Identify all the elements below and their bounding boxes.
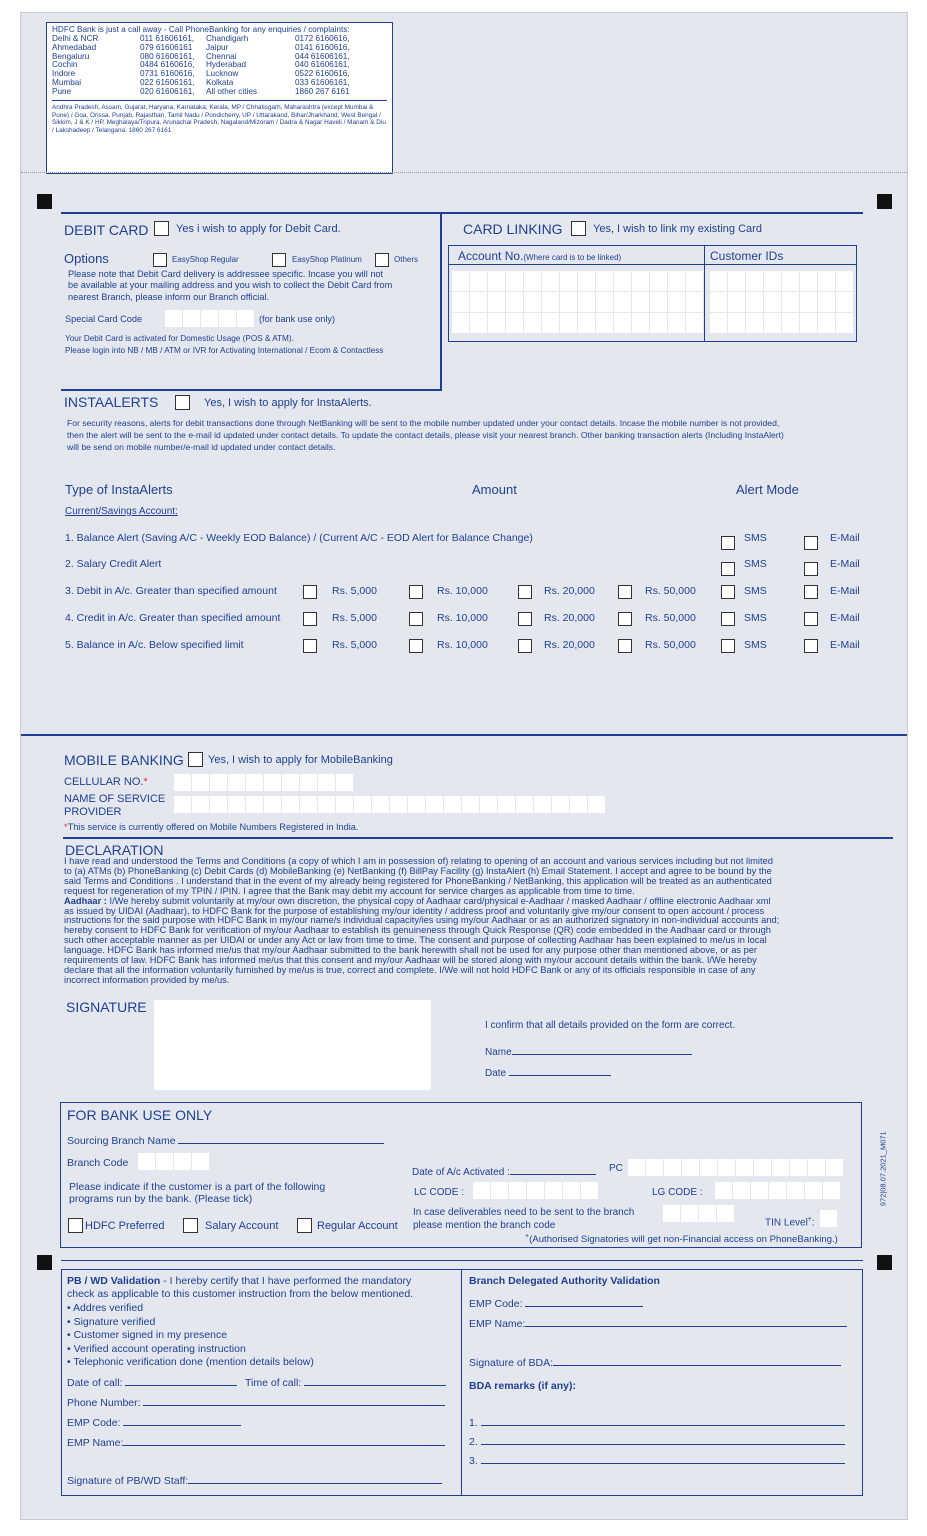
sms-label: SMS: [744, 558, 767, 570]
deliverables-text: please mention the branch code: [413, 1220, 556, 1231]
pbwd-intro: check as applicable to this customer instruction from the below mentioned.: [67, 1288, 414, 1300]
customer-id-cell[interactable]: [836, 292, 853, 312]
pc-label: PC: [609, 1163, 623, 1174]
account-no-cell[interactable]: [596, 292, 613, 312]
declaration-line: hereby consent to HDFC Bank for verification of my/our Aadhaar to establish its genuineness through Quick Response (QR) code embedded in the Aadhaar card or through: [64, 925, 771, 936]
account-no-cell[interactable]: [470, 271, 487, 291]
declaration-line: request for regeneration of my TPIN / IPIN. I agree that the Bank may debit my account for service charges as applicable from time to time.: [64, 885, 635, 896]
bda-remark-line: 3.: [469, 1453, 845, 1467]
email-label: E-Mail: [830, 639, 860, 651]
account-no-cell[interactable]: [506, 313, 523, 333]
account-no-cell[interactable]: [632, 292, 649, 312]
email-label: E-Mail: [830, 532, 860, 544]
regular-account-label: Regular Account: [317, 1220, 398, 1232]
customer-id-cell[interactable]: [800, 271, 817, 291]
customer-id-cell[interactable]: [818, 292, 835, 312]
account-no-cell[interactable]: [488, 292, 505, 312]
pbwd-signature-label: Signature of PB/WD Staff:: [67, 1473, 442, 1487]
amount-label: Rs. 5,000: [332, 585, 377, 597]
special-card-code-label: Special Card Code: [65, 314, 143, 324]
bda-emp-name-label: EMP Name:: [469, 1316, 847, 1330]
registration-mark: [37, 1255, 52, 1270]
sms-checkbox[interactable]: [721, 612, 735, 626]
card-linking-title: CARD LINKING: [463, 221, 563, 237]
instaalerts-para: will be send on mobile number/e-mail id updated under contact details.: [67, 442, 336, 452]
time-of-call-label: Time of call:: [245, 1375, 446, 1389]
customer-id-cell[interactable]: [710, 292, 727, 312]
declaration-line: such other acceptable manner as per UIDAI or under any Act or law from time to time. The consent and purpose of collecting Aadhaar has been explained to me/us in local: [64, 935, 767, 946]
pbwd-title: PB / WD Validation - I hereby certify that I have performed the mandatory: [67, 1275, 412, 1287]
sms-checkbox[interactable]: [721, 536, 735, 550]
declaration-line: I have read and understood the Terms and Conditions (a copy of which I am in possession of) relating to opening of an account and various services including but not limited: [64, 856, 773, 866]
customer-id-cell[interactable]: [818, 313, 835, 333]
application-form: [20, 12, 908, 1520]
helpline-states: Andhra Pradesh, Assam, Gujarat, Haryana, Karnataka, Kerala, MP / Chhatisgarh, Maharashtra (except Mumbai & Pune) / Goa, Orissa, Punjab, Rajasthan, Tamil Nadu / Pondicherry, UP / Uttarakand, Bihar/Jharkhand, West Bengal / Sikkim, J & K / HP, Meghalaya/Tripura, Arunachal Pradesh, Nagaland/Mizoram / Dadra & Nagar Haveli / Manam & Diu / Lakshadeep / Telangana: 1860 267 6161: [52, 100, 387, 135]
others-checkbox[interactable]: [375, 253, 389, 267]
hdfc-preferred-checkbox[interactable]: [68, 1218, 83, 1233]
deliverables-boxes[interactable]: [663, 1205, 734, 1222]
email-checkbox[interactable]: [804, 562, 818, 576]
account-no-cell[interactable]: [452, 292, 469, 312]
declaration-line: incorrect information provided by me/us.: [64, 974, 230, 985]
account-no-cell[interactable]: [560, 292, 577, 312]
customer-id-cell[interactable]: [764, 313, 781, 333]
amount-label: Rs. 20,000: [544, 639, 595, 651]
signature-box[interactable]: [154, 1000, 431, 1090]
debit-note: be available at your mailing address and you wish to collect the Debit Card from: [68, 280, 393, 290]
helpline-cell: 1860 267 6161: [295, 87, 350, 97]
salary-account-checkbox[interactable]: [183, 1218, 198, 1233]
amount-label: Rs. 50,000: [645, 639, 696, 651]
indicate-text: programs run by the bank. (Please tick): [69, 1193, 253, 1205]
email-checkbox[interactable]: [804, 585, 818, 599]
helpline-cell: 080 61606161,: [140, 51, 195, 61]
bda-remark-line: 2.: [469, 1434, 845, 1448]
section-rule: [61, 1260, 863, 1261]
email-checkbox[interactable]: [804, 536, 818, 550]
sms-label: SMS: [744, 612, 767, 624]
account-no-cell[interactable]: [596, 271, 613, 291]
amount-label: Rs. 10,000: [437, 639, 488, 651]
sms-checkbox[interactable]: [721, 639, 735, 653]
account-no-cell[interactable]: [470, 292, 487, 312]
amount-checkbox[interactable]: [618, 585, 632, 599]
provider-label: PROVIDER: [64, 806, 122, 818]
amount-checkbox[interactable]: [409, 585, 423, 599]
branch-code-boxes[interactable]: [138, 1153, 209, 1170]
sms-label: SMS: [744, 532, 767, 544]
sms-label: SMS: [744, 585, 767, 597]
col-amount-header: Amount: [472, 482, 517, 497]
helpline-cell: Hyderabad: [206, 60, 247, 70]
alert-type-label: 1. Balance Alert (Saving A/C - Weekly EOD Balance) / (Current A/C - EOD Alert for Balance Change): [65, 532, 533, 544]
bda-emp-code-label: EMP Code:: [469, 1296, 643, 1310]
bda-signature-label: Signature of BDA:: [469, 1355, 841, 1369]
account-no-cell[interactable]: [470, 313, 487, 333]
account-no-grid[interactable]: [452, 271, 703, 333]
customer-id-cell[interactable]: [764, 292, 781, 312]
debit-card-title: DEBIT CARD: [64, 222, 149, 238]
lg-code-label: LG CODE :: [652, 1187, 703, 1198]
customer-ids-label: Customer IDs: [710, 249, 784, 263]
amount-label: Rs. 20,000: [544, 585, 595, 597]
bda-remarks-label: BDA remarks (if any):: [469, 1380, 576, 1392]
account-no-cell[interactable]: [686, 292, 703, 312]
customer-id-cell[interactable]: [728, 313, 745, 333]
sms-label: SMS: [744, 639, 767, 651]
account-no-cell[interactable]: [578, 271, 595, 291]
helpline-cell: 044 61606161,: [295, 51, 350, 61]
easyshop-regular-label: EasyShop Regular: [172, 255, 239, 264]
mobile-banking-apply: Yes, I wish to apply for MobileBanking: [208, 754, 393, 766]
account-no-cell[interactable]: [668, 271, 685, 291]
date-label: Date: [485, 1065, 611, 1079]
helpline-cell: 020 61606161,: [140, 87, 195, 97]
aadhaar-text: I/We hereby submit voluntarily at my/our own discretion, the physical copy of Aadhaar card/physical e-Aadhaar / masked Aadhaar / offline electronic Aadhaar xml: [109, 895, 771, 906]
easyshop-platinum-label: EasyShop Platinum: [292, 255, 362, 264]
email-label: E-Mail: [830, 558, 860, 570]
debit-card-apply: Yes i wish to apply for Debit Card.: [176, 223, 341, 235]
branch-code-label: Branch Code: [67, 1157, 129, 1169]
instaalerts-para: For security reasons, alerts for debit transactions done through NetBanking will be sent to the mobile number updated under your contact details. Incase the mobile number is not provided,: [67, 418, 780, 428]
cellular-boxes[interactable]: [174, 774, 353, 791]
customer-id-cell[interactable]: [782, 313, 799, 333]
provider-label: NAME OF SERVICE: [64, 793, 166, 805]
account-no-cell[interactable]: [524, 313, 541, 333]
helpline-cell: Cochin: [52, 60, 78, 70]
helpline-cell: Jaipur: [206, 42, 229, 52]
section-rule: [63, 837, 893, 839]
instaalerts-apply: Yes, I wish to apply for InstaAlerts.: [204, 397, 372, 409]
dotted-separator: [21, 172, 907, 173]
declaration-line: as issued by UIDAI (Aadhaar), to HDFC Bank for the purpose of establishing my/our identity / address proof and voluntarily give my/our consent to open account / process: [64, 905, 765, 916]
amount-checkbox[interactable]: [303, 612, 317, 626]
aadhaar-label: Aadhaar :: [64, 895, 107, 906]
amount-checkbox[interactable]: [518, 585, 532, 599]
account-no-cell[interactable]: [650, 313, 667, 333]
helpline-cell: Lucknow: [206, 69, 239, 79]
declaration-text: [64, 857, 779, 986]
deliverables-text: In case deliverables need to be sent to the branch: [413, 1207, 635, 1218]
customer-id-cell[interactable]: [764, 271, 781, 291]
card-linking-checkbox[interactable]: [571, 221, 586, 236]
options-label: Options: [64, 251, 109, 266]
alert-type-label: 3. Debit in A/c. Greater than specified amount: [65, 585, 277, 597]
instaalerts-para: then the alert will be sent to the e-mail id updated under contact details. To update the contact details, please visit your nearest branch. Other banking transaction alerts (Including InstaAlert): [67, 430, 784, 440]
account-no-cell[interactable]: [632, 271, 649, 291]
customer-id-cell[interactable]: [710, 313, 727, 333]
amount-label: Rs. 5,000: [332, 612, 377, 624]
helpline-cell: 0484 6160616,: [140, 60, 195, 70]
amount-label: Rs. 20,000: [544, 612, 595, 624]
declaration-line: said Terms and Conditions . I understand that in the event of my already being registered for PhoneBanking / NetBanking, this application will be treated as an authenticated: [64, 875, 772, 886]
pbwd-emp-code-label: EMP Code:: [67, 1415, 241, 1429]
helpline-cell: Indore: [52, 69, 76, 79]
account-no-cell[interactable]: [632, 313, 649, 333]
customer-id-cell[interactable]: [782, 292, 799, 312]
easyshop-regular-checkbox[interactable]: [153, 253, 167, 267]
helpline-cell: Delhi & NCR: [52, 33, 99, 43]
account-no-cell[interactable]: [560, 313, 577, 333]
section-rule: [21, 734, 907, 736]
account-no-cell[interactable]: [668, 292, 685, 312]
regular-account-checkbox[interactable]: [297, 1218, 312, 1233]
indicate-text: Please indicate if the customer is a part of the following: [69, 1181, 326, 1193]
debit-note: nearest Branch, please inform our Branch official.: [68, 292, 270, 302]
account-no-cell[interactable]: [506, 292, 523, 312]
helpline-cell: 0172 6160616,: [295, 33, 350, 43]
easyshop-platinum-checkbox[interactable]: [272, 253, 286, 267]
helpline-cell: 0141 6160616,: [295, 42, 350, 52]
email-checkbox[interactable]: [804, 639, 818, 653]
account-no-cell[interactable]: [650, 271, 667, 291]
cellular-label: CELLULAR NO.*: [64, 776, 148, 788]
phone-number-label: Phone Number:: [67, 1395, 445, 1409]
registration-mark: [877, 194, 892, 209]
current-savings-label: Current/Savings Account:: [65, 506, 178, 517]
amount-label: Rs. 50,000: [645, 585, 696, 597]
account-no-label: Account No.(Where card is to be linked): [458, 249, 622, 263]
confirm-text: I confirm that all details provided on the form are correct.: [485, 1020, 736, 1031]
account-no-cell[interactable]: [488, 313, 505, 333]
helpline-cell: Chandigarh: [206, 33, 249, 43]
debit-card-checkbox[interactable]: [154, 221, 169, 236]
account-no-cell[interactable]: [596, 313, 613, 333]
activation-note: Please login into NB / MB / ATM or IVR for Activating International / Ecom & Contactless: [65, 346, 384, 355]
date-of-call-label: Date of call:: [67, 1375, 237, 1389]
customer-ids-grid[interactable]: [710, 271, 853, 333]
amount-label: Rs. 10,000: [437, 585, 488, 597]
helpline-cell: Mumbai: [52, 78, 82, 88]
amount-checkbox[interactable]: [618, 612, 632, 626]
helpline-cell: 022 61606161,: [140, 78, 195, 88]
account-no-cell[interactable]: [686, 271, 703, 291]
amount-checkbox[interactable]: [618, 639, 632, 653]
customer-id-cell[interactable]: [746, 313, 763, 333]
card-linking-apply: Yes, I wish to link my existing Card: [593, 223, 762, 235]
helpline-cell: 0522 6160616,: [295, 69, 350, 79]
account-no-cell[interactable]: [452, 313, 469, 333]
mobile-banking-checkbox[interactable]: [188, 752, 203, 767]
amount-checkbox[interactable]: [409, 639, 423, 653]
date-activated-label: Date of A/c Activated :: [412, 1164, 596, 1178]
account-no-cell[interactable]: [650, 292, 667, 312]
helpline-cell: 079 61606161: [140, 42, 193, 52]
account-no-cell[interactable]: [578, 292, 595, 312]
declaration-line: to (a) ATMs (b) PhoneBanking (c) Debit Cards (d) MobileBanking (e) NetBanking (f) BillPay Facility (g) InstaAlert (h) Email Statement. I accept and agree to be bound by the: [64, 865, 772, 876]
hdfc-preferred-label: HDFC Preferred: [85, 1220, 165, 1232]
special-card-code-boxes[interactable]: [165, 310, 254, 327]
helpline-cell: 0731 6160616,: [140, 69, 195, 79]
pbwd-emp-name-label: EMP Name:: [67, 1435, 445, 1449]
alert-type-label: 4. Credit in A/c. Greater than specified amount: [65, 612, 281, 624]
helpline-cell: All other cities: [206, 87, 257, 97]
helpline-cell: Kolkata: [206, 78, 234, 88]
alert-type-label: 5. Balance in A/c. Below specified limit: [65, 639, 244, 651]
customer-id-cell[interactable]: [836, 313, 853, 333]
account-no-cell[interactable]: [524, 292, 541, 312]
amount-checkbox[interactable]: [303, 639, 317, 653]
instaalerts-title: INSTAALERTS: [64, 394, 159, 410]
declaration-line: language. HDFC Bank has informed me/us that my/our Aadhaar submitted to the bank herewith shall not be used for any purpose other than mentioned above, or as per: [64, 945, 758, 956]
account-no-cell[interactable]: [686, 313, 703, 333]
sms-checkbox[interactable]: [721, 562, 735, 576]
bda-remark-line: 1.: [469, 1415, 845, 1429]
amount-checkbox[interactable]: [409, 612, 423, 626]
helpline-cell: Chennai: [206, 51, 237, 61]
customer-id-cell[interactable]: [746, 292, 763, 312]
customer-id-cell[interactable]: [728, 292, 745, 312]
activation-note: Your Debit Card is activated for Domestic Usage (POS & ATM).: [65, 334, 294, 343]
customer-id-cell[interactable]: [710, 271, 727, 291]
lg-code-boxes[interactable]: [715, 1182, 840, 1199]
tin-level-label: TIN Level+:: [765, 1216, 815, 1229]
helpline-cell: Bengaluru: [52, 51, 90, 61]
mobile-banking-note: *This service is currently offered on Mobile Numbers Registered in India.: [64, 822, 359, 832]
email-label: E-Mail: [830, 612, 860, 624]
declaration-line: instructions for the said purpose with HDFC Bank in my/our name/s individual capacity/ies using my/our Aadhaar or as an authorized signatory in non-individual accounts and;: [64, 915, 780, 926]
helpline-cell: 033 61606161,: [295, 78, 350, 88]
account-no-cell[interactable]: [578, 313, 595, 333]
customer-id-cell[interactable]: [746, 271, 763, 291]
lc-code-label: LC CODE :: [414, 1187, 465, 1198]
amount-label: Rs. 50,000: [645, 612, 696, 624]
form-code: 972|08.07.2021_M071: [878, 1131, 888, 1207]
customer-id-cell[interactable]: [818, 271, 835, 291]
name-label: Name: [485, 1044, 692, 1058]
tin-level-box[interactable]: [820, 1210, 837, 1227]
customer-id-cell[interactable]: [728, 271, 745, 291]
provider-boxes[interactable]: [174, 796, 605, 813]
helpline-row: [52, 88, 387, 97]
amount-checkbox[interactable]: [518, 612, 532, 626]
account-no-cell[interactable]: [488, 271, 505, 291]
pbwd-bullet: • Customer signed in my presence: [67, 1329, 228, 1341]
special-card-code-note: (for bank use only): [259, 314, 336, 324]
amount-label: Rs. 5,000: [332, 639, 377, 651]
account-no-cell[interactable]: [542, 292, 559, 312]
account-no-cell[interactable]: [452, 271, 469, 291]
account-no-cell[interactable]: [614, 271, 631, 291]
sms-checkbox[interactable]: [721, 585, 735, 599]
pbwd-bullet: • Verified account operating instruction: [67, 1342, 246, 1355]
amount-checkbox[interactable]: [303, 585, 317, 599]
account-no-cell[interactable]: [668, 313, 685, 333]
col-mode-header: Alert Mode: [736, 482, 799, 497]
account-no-cell[interactable]: [614, 292, 631, 312]
signatories-note: +(Authorised Signatories will get non-Financial access on PhoneBanking.): [525, 1233, 838, 1246]
helpline-cell: Ahmedabad: [52, 42, 97, 52]
sourcing-branch-label: Sourcing Branch Name: [67, 1133, 384, 1147]
helpline-header: HDFC Bank is just a call away - Call PhoneBanking for any enquiries / complaints:: [52, 25, 350, 34]
instaalerts-checkbox[interactable]: [175, 395, 190, 410]
registration-mark: [877, 1255, 892, 1270]
bank-use-title: FOR BANK USE ONLY: [67, 1107, 213, 1123]
registration-mark: [37, 194, 52, 209]
mobile-banking-title: MOBILE BANKING: [64, 752, 184, 768]
pc-boxes[interactable]: [628, 1159, 843, 1176]
account-no-cell[interactable]: [506, 271, 523, 291]
helpline-box: [46, 22, 393, 174]
helpline-cell: 040 61606161,: [295, 60, 350, 70]
email-label: E-Mail: [830, 585, 860, 597]
customer-id-cell[interactable]: [800, 313, 817, 333]
pbwd-bullet: • Addres verified: [67, 1302, 144, 1314]
account-no-cell[interactable]: [614, 313, 631, 333]
customer-id-cell[interactable]: [800, 292, 817, 312]
debit-note: Please note that Debit Card delivery is addressee specific. Incase you will not: [68, 269, 384, 279]
declaration-title: DECLARATION: [65, 842, 164, 858]
account-no-cell[interactable]: [560, 271, 577, 291]
customer-id-cell[interactable]: [836, 271, 853, 291]
pbwd-bullet: • Telephonic verification done (mention details below): [67, 1356, 314, 1368]
account-no-cell[interactable]: [524, 271, 541, 291]
helpline-rows: [52, 35, 387, 97]
helpline-cell: Pune: [52, 87, 72, 97]
amount-checkbox[interactable]: [518, 639, 532, 653]
account-no-cell[interactable]: [542, 313, 559, 333]
helpline-cell: 011 61606161,: [140, 33, 195, 43]
account-no-cell[interactable]: [542, 271, 559, 291]
pbwd-bullet: • Signature verified: [67, 1315, 156, 1328]
lc-code-boxes[interactable]: [473, 1182, 598, 1199]
bda-title: Branch Delegated Authority Validation: [469, 1275, 660, 1287]
amount-label: Rs. 10,000: [437, 612, 488, 624]
pbwd-bullets: [67, 1302, 314, 1370]
col-type-header: Type of InstaAlerts: [65, 482, 173, 497]
signature-title: SIGNATURE: [66, 999, 147, 1015]
others-label: Others: [394, 255, 419, 264]
customer-id-cell[interactable]: [782, 271, 799, 291]
declaration-line: declare that all the information voluntarily furnished by me/us is true, correct and complete. I/We will not hold HDFC Bank or any of its officials responsible in case of any: [64, 964, 756, 975]
alert-type-label: 2. Salary Credit Alert: [65, 558, 162, 570]
email-checkbox[interactable]: [804, 612, 818, 626]
salary-account-label: Salary Account: [205, 1220, 279, 1232]
declaration-line: requirements of law. HDFC Bank has informed me/us that this consent and my/our Aadhaar will be stored along with my/our account details within the bank. I/We hereby: [64, 955, 757, 966]
